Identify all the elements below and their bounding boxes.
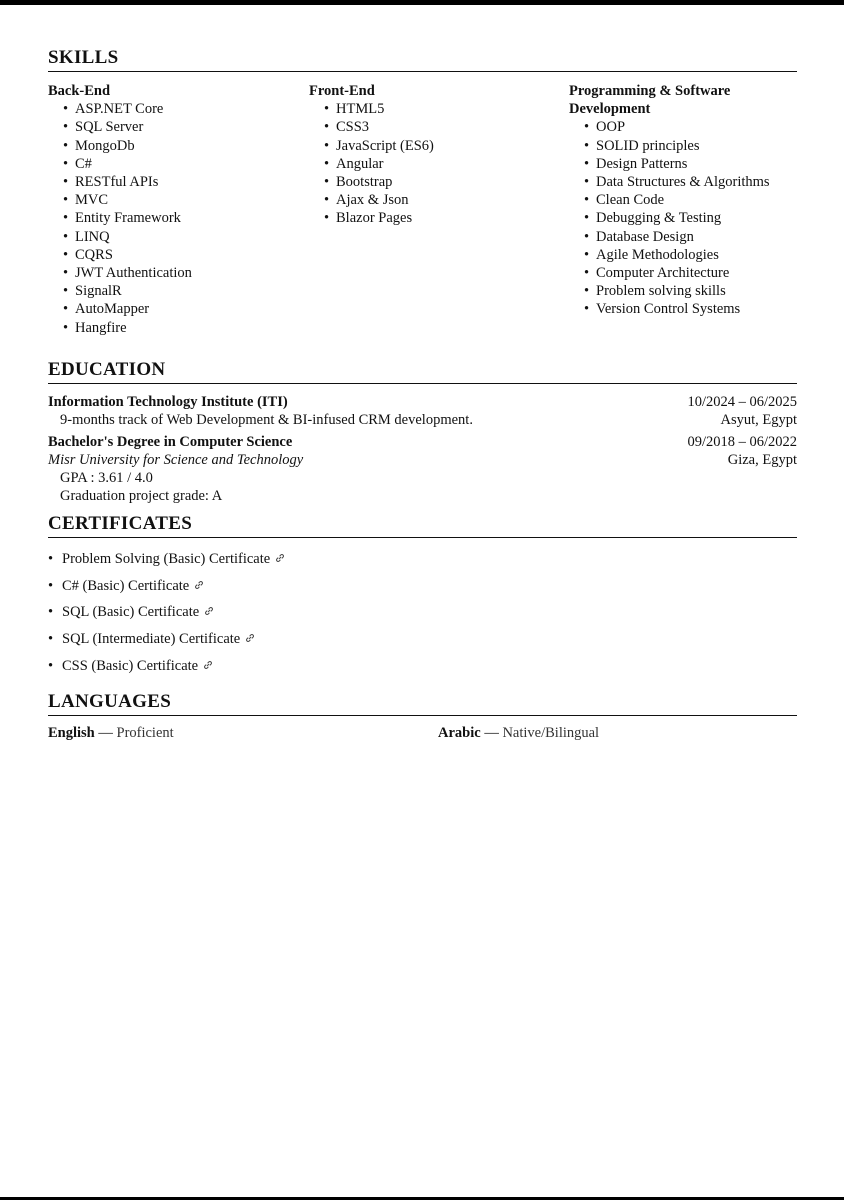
certificate-label[interactable]: SQL (Basic) Certificate — [62, 604, 200, 621]
skill-list — [48, 100, 298, 337]
skill-item: • Debugging & Testing — [584, 209, 797, 227]
education-project-grade: Graduation project grade: A — [60, 488, 223, 504]
skill-item: • Angular — [324, 155, 559, 173]
language-separator: — — [484, 724, 499, 741]
skill-column-back-end — [48, 82, 298, 337]
language-name: Arabic — [438, 724, 481, 741]
education-gpa: GPA : 3.61 / 4.0 — [60, 470, 153, 486]
skill-item: • CQRS — [63, 246, 298, 264]
education-location: Asyut, Egypt — [720, 412, 797, 428]
language-row — [48, 725, 797, 745]
university-name: Misr University for Science and Technology — [48, 452, 304, 468]
skill-item: • Data Structures & Algorithms — [584, 173, 797, 191]
skill-item: • Version Control Systems — [584, 300, 797, 318]
language-level: Native/Bilingual — [502, 724, 600, 741]
degree-name: Bachelor's Degree in Computer Science — [48, 434, 293, 450]
skill-column-front-end — [309, 82, 559, 228]
section-heading-languages: LANGUAGES — [48, 691, 797, 716]
skill-item: • Bootstrap — [324, 173, 559, 191]
skill-item: • ASP.NET Core — [63, 100, 298, 118]
certificate-item[interactable] — [48, 626, 797, 653]
skill-item: • OOP — [584, 118, 797, 136]
certificate-list — [48, 546, 797, 680]
skill-item: • AutoMapper — [63, 300, 298, 318]
skills-grid — [48, 82, 797, 352]
skill-item: • Clean Code — [584, 191, 797, 209]
certificate-label[interactable]: Problem Solving (Basic) Certificate — [62, 551, 271, 567]
language-item-english — [48, 725, 174, 742]
languages-section — [48, 691, 797, 745]
certificate-item[interactable] — [48, 546, 797, 573]
education-entry-detail — [48, 451, 797, 469]
skill-item: • MVC — [63, 191, 298, 209]
certificate-label[interactable]: SQL (Intermediate) Certificate — [62, 631, 241, 648]
education-entry-detail — [48, 411, 797, 429]
skill-item: • SOLID principles — [584, 137, 797, 155]
skill-item: • LINQ — [63, 228, 298, 246]
skill-item: • JavaScript (ES6) — [324, 137, 559, 155]
institution-name: Information Technology Institute (ITI) — [48, 394, 288, 410]
skill-item: • Agile Methodologies — [584, 246, 797, 264]
certificate-item[interactable] — [48, 653, 797, 680]
skill-item: • JWT Authentication — [63, 264, 298, 282]
skill-item: • Entity Framework — [63, 209, 298, 227]
resume-page — [48, 47, 797, 745]
skill-item: • Design Patterns — [584, 155, 797, 173]
section-heading-skills: SKILLS — [48, 47, 797, 72]
skill-category-title: Front-End — [309, 83, 375, 99]
skill-item: • CSS3 — [324, 118, 559, 136]
section-heading-education: EDUCATION — [48, 359, 797, 384]
skill-item: • RESTful APIs — [63, 173, 298, 191]
education-dates: 10/2024 – 06/2025 — [687, 394, 797, 410]
education-section — [48, 359, 797, 505]
skill-item: • Computer Architecture — [584, 264, 797, 282]
education-entry-header — [48, 433, 797, 451]
education-description: 9-months track of Web Development & BI-infused CRM development. — [60, 412, 473, 428]
skill-item: • Database Design — [584, 228, 797, 246]
certificate-item[interactable] — [48, 573, 797, 600]
skill-item: • Problem solving skills — [584, 282, 797, 300]
certificates-section — [48, 513, 797, 680]
certificate-item[interactable] — [48, 599, 797, 626]
top-border — [0, 0, 844, 5]
link-icon[interactable] — [244, 632, 256, 644]
language-level: Proficient — [116, 724, 174, 741]
skill-column-programming — [569, 82, 797, 319]
language-separator: — — [98, 724, 113, 741]
language-name: English — [48, 724, 95, 741]
education-entry-header — [48, 393, 797, 411]
skill-item: • Hangfire — [63, 319, 298, 337]
skill-list — [569, 118, 797, 318]
link-icon[interactable] — [203, 605, 215, 617]
skill-item: • C# — [63, 155, 298, 173]
link-icon[interactable] — [193, 579, 205, 591]
link-icon[interactable] — [274, 552, 286, 564]
skill-category-title: Back-End — [48, 83, 111, 99]
skill-item: • Ajax & Json — [324, 191, 559, 209]
skill-item: • HTML5 — [324, 100, 559, 118]
language-item-arabic — [438, 725, 599, 742]
skill-item: • Blazor Pages — [324, 209, 559, 227]
education-entries — [48, 393, 797, 505]
skill-category-title-continued: Development — [569, 101, 651, 118]
skill-item: • MongoDb — [63, 137, 298, 155]
skill-category-title: Programming & Software — [569, 83, 731, 99]
education-entry-iti — [48, 393, 797, 429]
certificate-label[interactable]: C# (Basic) Certificate — [62, 577, 190, 594]
skill-list — [309, 100, 559, 227]
education-entry-bachelor — [48, 433, 797, 505]
section-heading-certificates: CERTIFICATES — [48, 513, 797, 538]
education-dates: 09/2018 – 06/2022 — [687, 434, 797, 450]
skill-item: • SQL Server — [63, 118, 298, 136]
certificate-label[interactable]: CSS (Basic) Certificate — [62, 657, 199, 674]
skill-item: • SignalR — [63, 282, 298, 300]
skills-section — [48, 47, 797, 352]
education-location: Giza, Egypt — [727, 452, 797, 468]
link-icon[interactable] — [202, 659, 214, 671]
